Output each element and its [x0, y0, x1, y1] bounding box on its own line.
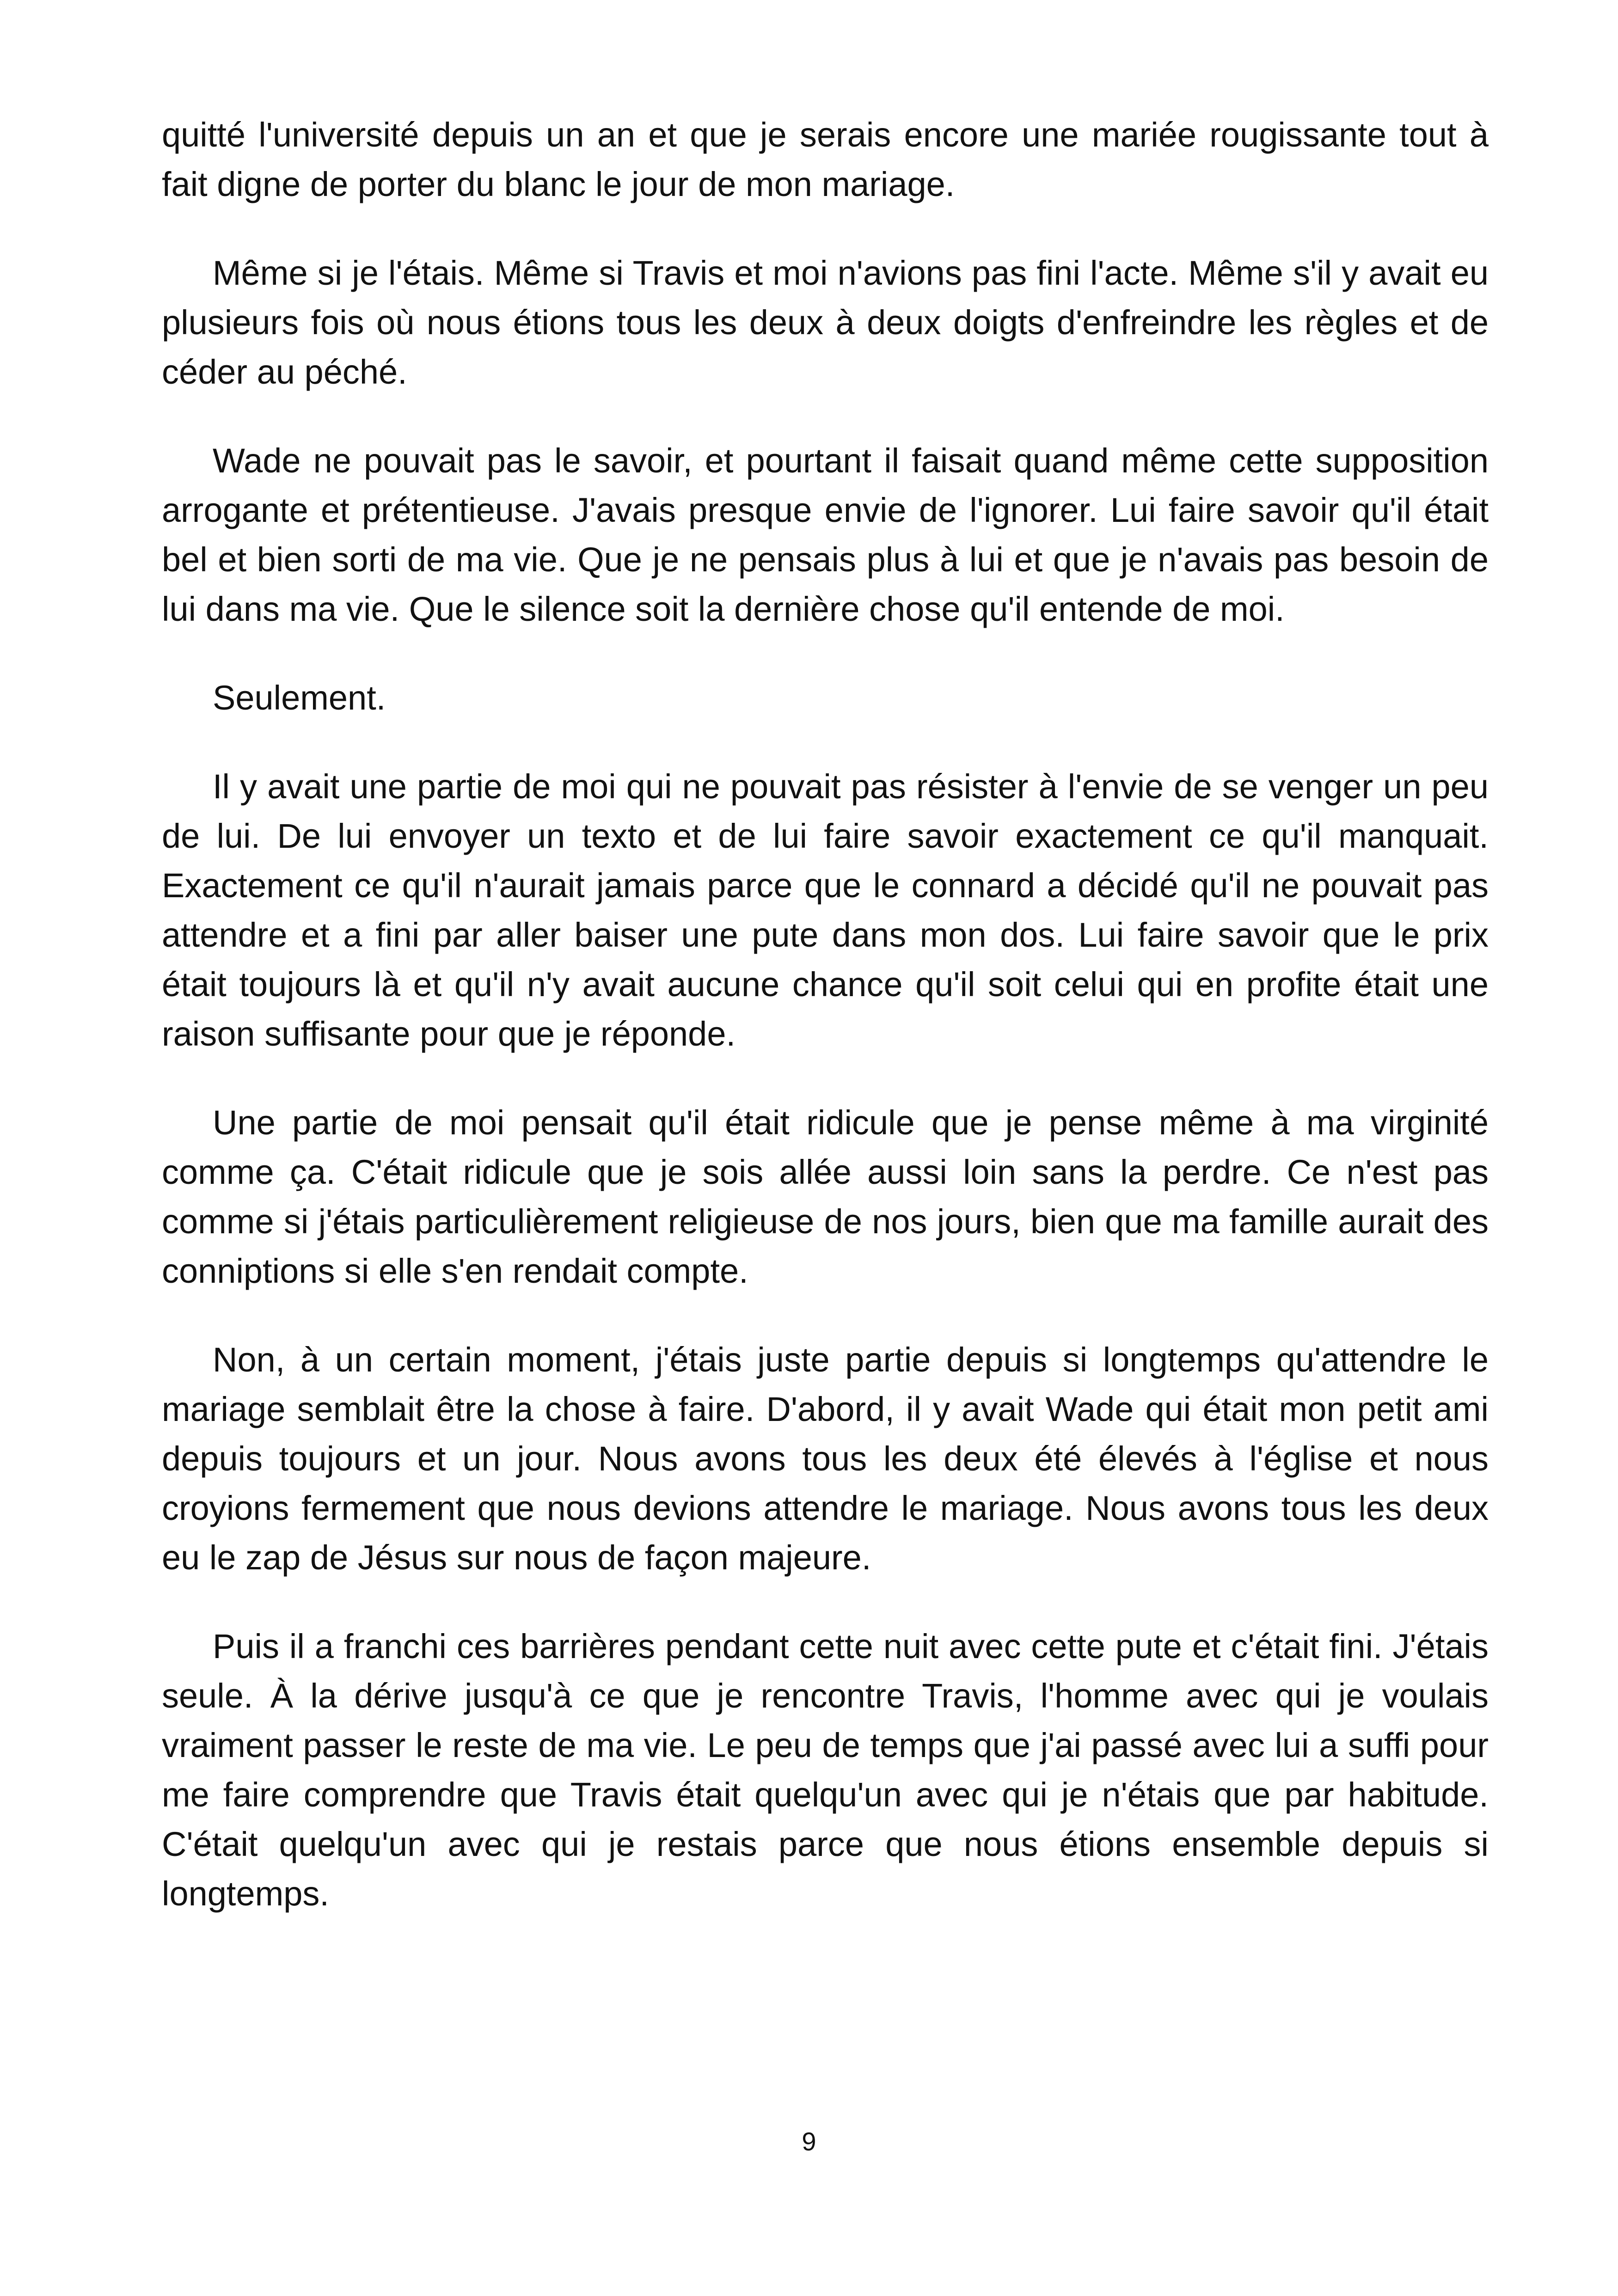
paragraph: Non, à un certain moment, j'étais juste partie depuis si longtemps qu'attendre le mariage semblait être la chose à faire. D'abord, il y avait Wade qui était mon petit ami depuis toujours et un jour. Nous avons tous les deux été élevés à l'église et nous croyions fermement que nous devions attendre le mariage. Nous avons tous les deux eu le zap de Jésus sur nous de façon majeure.: [162, 1341, 1489, 1577]
paragraph: Puis il a franchi ces barrières pendant cette nuit avec cette pute et c'était fini. J'étais seule. À la dérive jusqu'à ce que je rencontre Travis, l'homme avec qui je voulais vraiment passer le reste de ma vie. Le peu de temps que j'ai passé avec lui a suffi pour me faire comprendre que Travis était quelqu'un avec qui je n'étais que par habitude. C'était quelqu'un avec qui je restais parce que nous étions ensemble depuis si longtemps.: [162, 1627, 1489, 1913]
paragraph: Une partie de moi pensait qu'il était ridicule que je pense même à ma virginité comme ça. C'était ridicule que je sois allée aussi loin sans la perdre. Ce n'est pas comme si j'étais particulièrement religieuse de nos jours, bien que ma famille aurait des conniptions si elle s'en rendait compte.: [162, 1103, 1489, 1290]
paragraph: quitté l'université depuis un an et que je serais encore une mariée rougissante tout à fait digne de porter du blanc le jour de mon mariage.: [162, 116, 1489, 203]
paragraph: Même si je l'étais. Même si Travis et moi n'avions pas fini l'acte. Même s'il y avait eu plusieurs fois où nous étions tous les deux à deux doigts d'enfreindre les règles et de céder au péché.: [162, 254, 1489, 391]
body-text: [162, 110, 1489, 1958]
paragraph: Il y avait une partie de moi qui ne pouvait pas résister à l'envie de se venger un peu de lui. De lui envoyer un texto et de lui faire savoir exactement ce qu'il manquait. Exactement ce qu'il n'aurait jamais parce que le connard a décidé qu'il ne pouvait pas attendre et a fini par aller baiser une pute dans mon dos. Lui faire savoir que le prix était toujours là et qu'il n'y avait aucune chance qu'il soit celui qui en profite était une raison suffisante pour que je réponde.: [162, 767, 1489, 1053]
paragraph: Wade ne pouvait pas le savoir, et pourtant il faisait quand même cette supposition arrogante et prétentieuse. J'avais presque envie de l'ignorer. Lui faire savoir qu'il était bel et bien sorti de ma vie. Que je ne pensais plus à lui et que je n'avais pas besoin de lui dans ma vie. Que le silence soit la dernière chose qu'il entende de moi.: [162, 441, 1489, 628]
paragraph: Seulement.: [213, 679, 386, 717]
page-number: 9: [802, 2127, 816, 2156]
